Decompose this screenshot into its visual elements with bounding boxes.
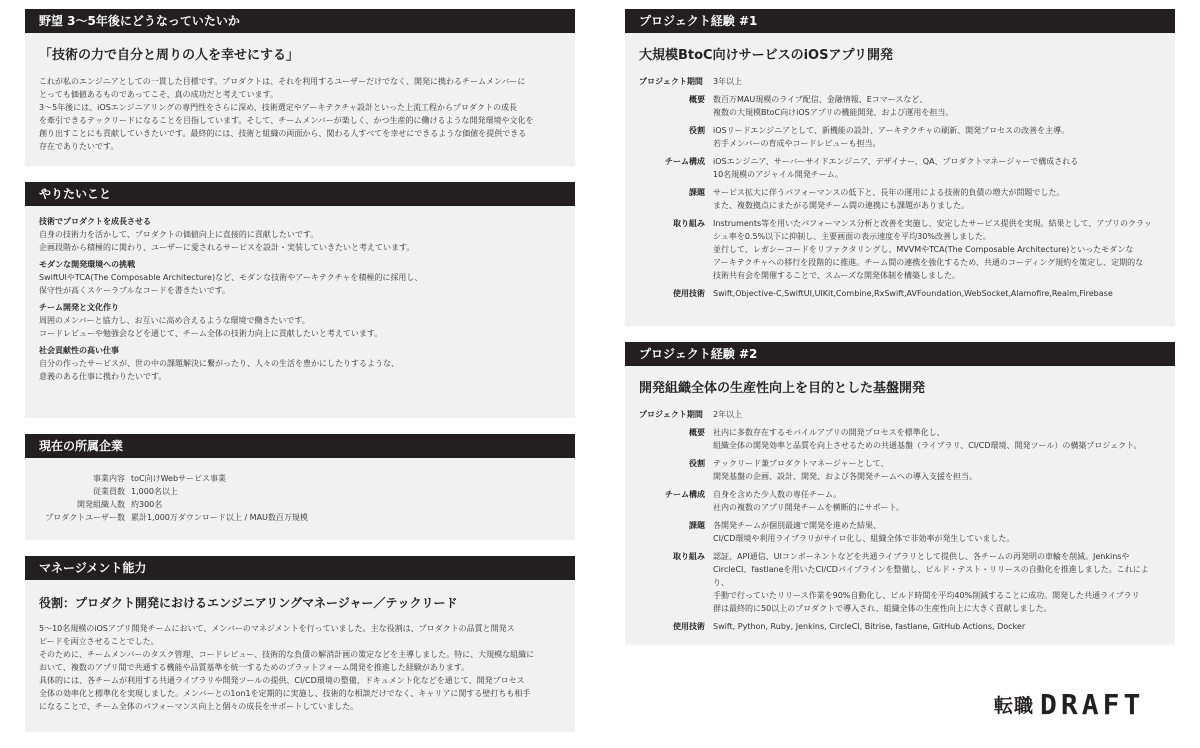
want-item: モダンな開発環境への挑戦 SwiftUIやTCA(The Composable Architecture)など、モダンな技術やアーキテクチャを積極的に採用し、 保守性が高くスケーラブルなコードを書きたいです。 (39, 260, 423, 295)
project-1-title: 大規模BtoC向けサービスのiOSアプリ開発 (639, 48, 893, 63)
section-management (25, 556, 575, 732)
management-title: 役割：プロダクト開発におけるエンジニアリングマネージャー／テックリード (39, 596, 458, 610)
management-text: 5〜10名規模のiOSアプリ開発チームにおいて、メンバーのマネジメントを行っていました。主な役割は、プロダクトの品質と開発ス ピードを両立させることでした。 そのために、チームメンバーのタスク管理、コードレビュー、技術的な負債の解消計画の策定などを主導しました。特に、大規模な組織に おいて、複数のアプリ間で共通する機能や品質基準を統一するためのプラットフォーム開発を推進した経験があります。 具体的には、各チームが利用する共通ライブラリや開発ツールの提供、CI/CD環境の整備、ドキュメント化などを通じて、開発プロセス 全体の効率化と標準化を実現しました。メンバーとの1on1を定期的に実施し、技術的な相談だけでなく、キャリアに関する壁打ちも相手 になることで、チーム全体のパフォーマンス向上と個々の成長をサポートしていました。 (39, 624, 535, 711)
project-2-title: 開発組織全体の生産性向上を目的とした基盤開発 (639, 381, 926, 396)
section-company (25, 434, 575, 540)
ambition-title: 「技術の力で自分と周りの人を幸せにする」 (39, 48, 300, 63)
want-item: 社会貢献性の高い仕事 自分の作ったサービスが、世の中の課題解決に繋がったり、人々の生活を豊かにしたりするような、 意義のある仕事に携わりたいです。 (39, 346, 399, 381)
section-header: マネージメント能力 (25, 556, 575, 580)
project-2-details: プロジェクト期間 2年以上 概要 社内に多数存在するモバイルアプリの開発プロセスを標準化し、 組織全体の開発効率と品質を向上させるための共通基盤（ライブラリ、CI/CD環境、開発ツール）の構築プロジェクト。 役割 テックリード兼プロダクトマネージャーとして、 開発基盤の企画、設計、開発、および各開発チームへの導入支援を担当。 チーム構成 自身を含めた少人数の専任チーム。 社内の複数のアプリ開発チームを横断的にサポート。 課題 各開発チームが個別最適で開発を進めた結果、 CI/CD環境や利用ライブラリがサイロ化し、組織全体で非効率が発生していました。 取り組み 認証、API通信、UIコンポーネントなどを共通ライブラリとして提供し、各チームの再発明の車輪を削減。Jenkinsや CircleCI、fastlaneを用いたCI/CDパイプラインを整備し、ビルド・テスト・リリースの自動化を推進しました。これにより、 手動で行っていたリリース作業を90%自動化し、ビルド時間を平均40%削減することに成功。開発した共通ライブラリ 群は最終的に50以上のプロダクトで導入され、組織全体の生産性向上に大きく貢献しました。 使用技術 Swift, Python, Ruby, Jenkins, CircleCI, Bitrise, fastlane, GitHub Actions, Docker (639, 410, 1149, 631)
section-header: プロジェクト経験 #1 (625, 9, 1175, 33)
project-1-details: プロジェクト期間 3年以上 概要 数百万MAU規模のライブ配信、金融情報、Eコマースなど、 複数の大規模BtoC向けiOSアプリの機能開発、および運用を担当。 役割 iOSリードエンジニアとして、新機能の設計、アーキテクチャの刷新、開発プロセスの改善を主導。 若手メンバーの育成やコードレビューも担当。 チーム構成 iOSエンジニア、サーバーサイドエンジニア、デザイナー、QA、プロダクトマネージャーで構成される 10名規模のアジャイル開発チーム。 課題 サービス拡大に伴うパフォーマンスの低下と、長年の運用による技術的負債の増大が問題でした。 また、複数拠点にまたがる開発チーム間の連携にも課題がありました。 取り組み Instruments等を用いたパフォーマンス分析と改善を実施し、安定したサービス提供を実現。結果として、アプリのクラッ シュ率を0.5%以下に抑制し、主要画面の表示速度を平均30%改善しました。 並行して、レガシーコードをリファクタリングし、MVVMやTCA(The Composable Architecture)といったモダンな アーキテクチャへの移行を段階的に推進。チーム間の連携を強化するため、共通のコーディング規約を策定し、定期的な 技術共有会を開催することで、スムーズな開発体制を構築しました。 使用技術 Swift,Objective-C,SwiftUI,UIKit,Combine,RxSwift,AVFoundation,WebSocket,Alamofire,Realm,Firebase (639, 77, 1152, 298)
left-column (25, 9, 575, 748)
section-wants (25, 182, 575, 418)
section-ambition (25, 9, 575, 166)
logo-brand: DRAFT (1040, 688, 1145, 721)
want-item: 技術でプロダクトを成長させる 自身の技術力を活かして、プロダクトの価値向上に直接的に貢献したいです。 企画段階から積極的に関わり、ユーザーに愛されるサービスを設計・実装していきたいと考えています。 (39, 217, 415, 252)
ambition-text: これが私のエンジニアとしての一貫した目標です。プロダクトは、それを利用するユーザーだけでなく、開発に携わるチームメンバーに とっても価値あるものであってこそ、真の成功だと考えています。 3〜5年後には、iOSエンジニアリングの専門性をさらに深め、技術選定やアーキテクチャ設計といった上流工程からプロダクトの成長 を牽引できるテックリードになることを目指しています。そして、チームメンバーが楽しく、かつ生産的に働けるような開発環境や文化を 創り出すことにも貢献していきたいです。最終的には、技術と組織の両面から、関わる人すべてを幸せにできるような価値を提供できる 存在でありたいです。 (39, 77, 534, 151)
section-header: プロジェクト経験 #2 (625, 342, 1175, 366)
section-header: やりたいこと (25, 182, 575, 206)
want-item: チーム開発と文化作り 周囲のメンバーと協力し、お互いに高め合えるような環境で働きたいです。 コードレビューや勉強会などを通じて、チーム全体の技術力向上に貢献したいと考えています。 (39, 303, 383, 338)
brand-logo (994, 688, 1144, 721)
section-header: 野望 3〜5年後にどうなっていたいか (25, 9, 575, 33)
right-column (625, 9, 1175, 661)
section-header: 現在の所属企業 (25, 434, 575, 458)
section-project-1 (625, 9, 1175, 326)
company-info-list: 事業内容 toC向けWebサービス事業 従業員数 1,000名以上 開発組織人数 約300名 プロダクトユーザー数 累計1,000万ダウンロード以上 / MAU数百万規模 (45, 474, 308, 522)
logo-kanji: 転職 (994, 695, 1035, 717)
section-project-2 (625, 342, 1175, 645)
